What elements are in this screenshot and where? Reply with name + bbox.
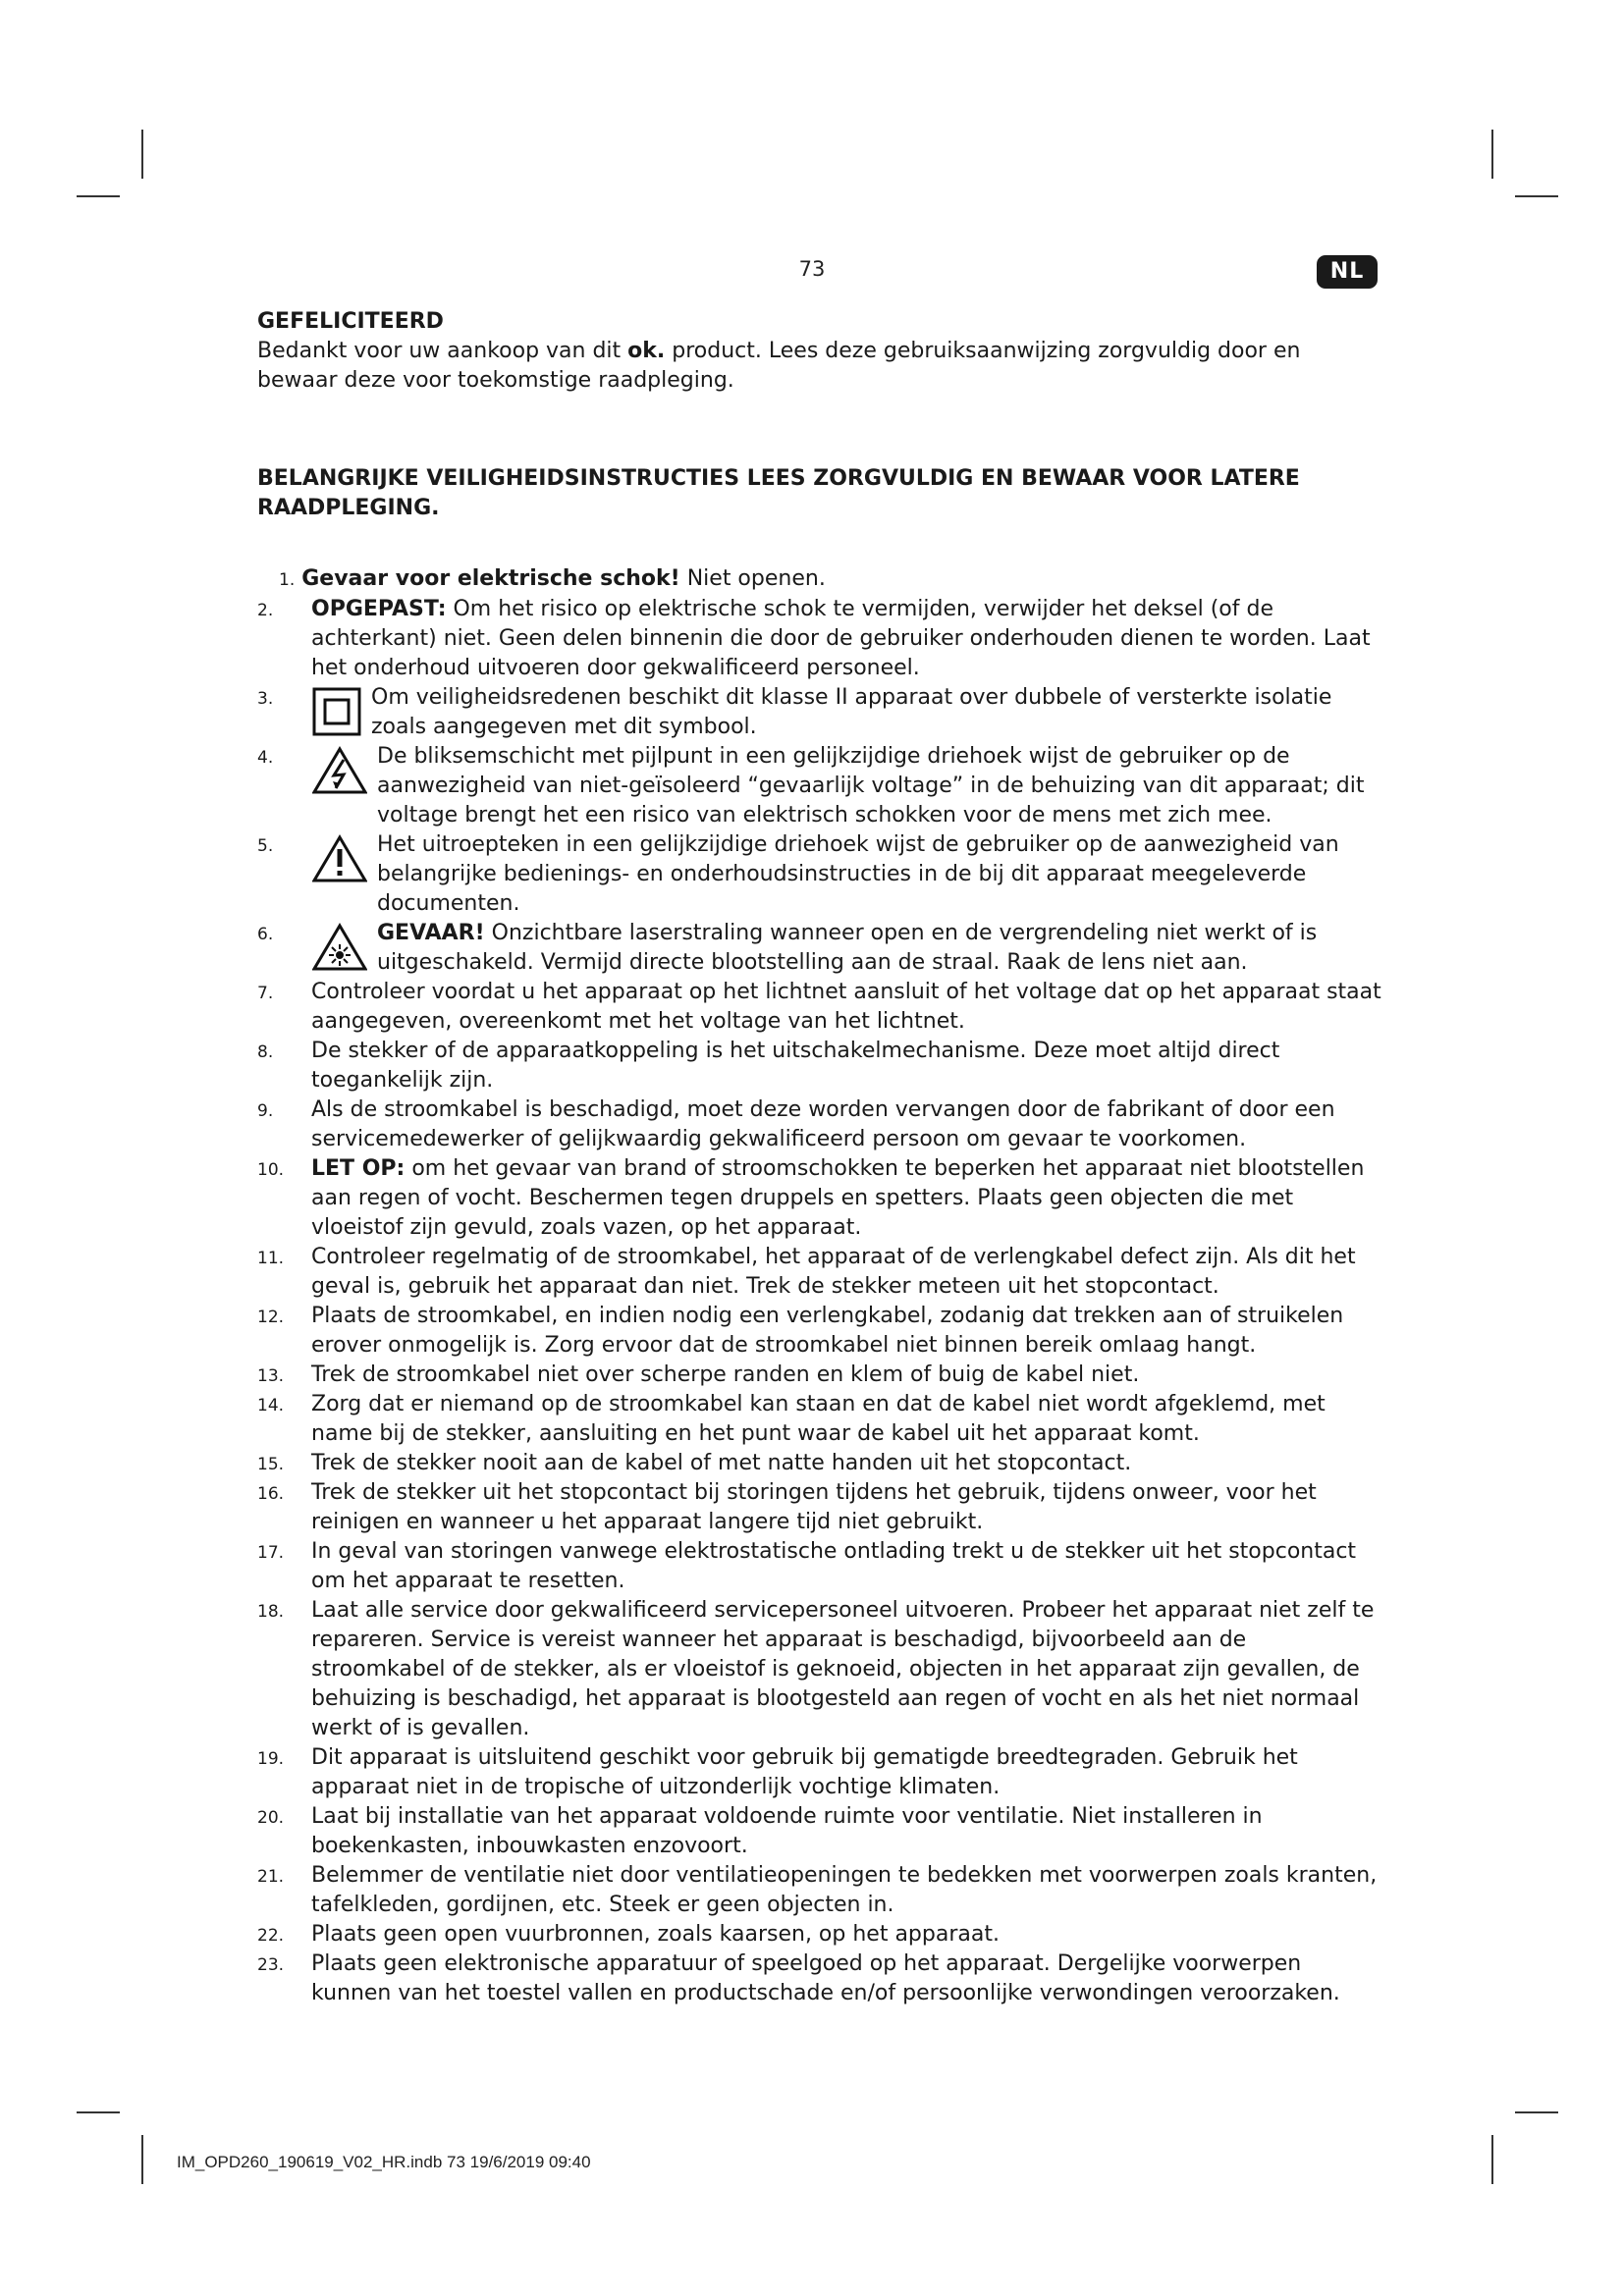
safety-heading: BELANGRIJKE VEILIGHEIDSINSTRUCTIES LEES ZORGVULDIG EN BEWAAR VOOR LATERE RAADPLEGING.: [257, 466, 1300, 520]
item-text: Trek de stekker uit het stopcontact bij storingen tijdens het gebruik, tijdens onweer, voor het reinigen en wanneer u het apparaat langere tijd niet gebruikt.: [311, 1480, 1317, 1534]
crop-mark: [141, 2135, 143, 2184]
lightning-warning-icon: [312, 746, 367, 795]
item-text: Niet openen.: [679, 566, 826, 591]
list-item: [257, 742, 1384, 830]
list-item: [257, 830, 1384, 919]
print-slug: IM_OPD260_190619_V02_HR.indb 73 19/6/2019 09:40: [177, 2153, 591, 2171]
item-text: In geval van storingen vanwege elektrostatische ontlading trekt u de stekker uit het stopcontact om het apparaat te resetten.: [311, 1539, 1357, 1593]
list-item: [257, 919, 1384, 978]
language-badge: NL: [1317, 255, 1378, 289]
crop-mark: [1515, 2111, 1558, 2113]
item-text: Belemmer de ventilatie niet door ventilatieopeningen te bedekken met voorwerpen zoals kranten, tafelkleden, gordijnen, etc. Steek er geen objecten in.: [311, 1863, 1378, 1917]
safety-list: [257, 564, 1384, 2008]
item-number: 14.: [257, 1396, 285, 1415]
double-insulation-icon: [312, 687, 361, 736]
item-number: 22.: [257, 1926, 285, 1946]
crop-mark: [77, 2111, 120, 2113]
item-number: 6.: [257, 925, 274, 944]
item-number: 5.: [257, 836, 274, 856]
item-text: Om veiligheidsredenen beschikt dit klasse II apparaat over dubbele of versterkte isolatie zoals aangegeven met dit symbool.: [371, 685, 1332, 739]
item-number: 13.: [257, 1366, 285, 1386]
item-number: 3.: [257, 689, 274, 709]
list-item: [257, 1478, 1384, 1537]
document-body: [257, 307, 1384, 2008]
item-text: om het gevaar van brand of stroomschokken te beperken het apparaat niet blootstellen aan regen of vocht. Beschermen tegen druppels en spetters. Plaats geen objecten die met vloeistof zijn gevuld, zoals vazen, op het apparaat.: [311, 1156, 1365, 1240]
list-item: [257, 1361, 1384, 1390]
page-number: 73: [798, 257, 826, 281]
intro-text: Bedankt voor uw aankoop van dit: [257, 339, 628, 363]
list-item: [257, 1302, 1384, 1361]
item-emphasis: OPGEPAST:: [311, 597, 447, 621]
list-item: [257, 1920, 1384, 1949]
item-text: Onzichtbare laserstraling wanneer open en de vergrendeling niet werkt of is uitgeschakeld. Vermijd directe blootstelling aan de straal. Raak de lens niet aan.: [377, 921, 1318, 975]
brand-name: ok.: [627, 339, 666, 363]
crop-mark: [1491, 2135, 1493, 2184]
list-item: [257, 1743, 1384, 1802]
item-text: Trek de stroomkabel niet over scherpe randen en klem of buig de kabel niet.: [311, 1362, 1140, 1387]
item-number: 8.: [257, 1042, 274, 1062]
item-text: Om het risico op elektrische schok te vermijden, verwijder het deksel (of de achterkant) niet. Geen delen binnenin die door de gebruiker onderhouden dienen te worden. Laat het onderhoud uitvoeren door gekwalificeerd personeel.: [311, 597, 1371, 680]
list-item: [257, 1390, 1384, 1449]
item-emphasis: LET OP:: [311, 1156, 406, 1181]
list-item: [257, 1243, 1384, 1302]
item-number: 20.: [257, 1808, 285, 1828]
list-item: [257, 1596, 1384, 1743]
crop-mark: [141, 130, 143, 179]
intro-text: product. Lees deze gebruiksaanwijzing zorgvuldig door en bewaar deze voor toekomstige raadpleging.: [257, 339, 1301, 393]
crop-mark: [77, 195, 120, 197]
item-number: 15.: [257, 1455, 285, 1474]
item-number: 11.: [257, 1249, 285, 1268]
laser-warning-icon: [312, 923, 367, 972]
item-number: 18.: [257, 1602, 285, 1622]
item-number: 2.: [257, 601, 274, 620]
item-text: Trek de stekker nooit aan de kabel of met natte handen uit het stopcontact.: [311, 1451, 1132, 1475]
list-item: [257, 1037, 1384, 1095]
item-text: Controleer regelmatig of de stroomkabel, het apparaat of de verlengkabel defect zijn. Als dit het geval is, gebruik het apparaat dan niet. Trek de stekker meteen uit het stopcontact.: [311, 1245, 1356, 1299]
item-text: Als de stroomkabel is beschadigd, moet deze worden vervangen door de fabrikant of door een servicemedewerker of gelijkwaardig gekwalificeerd persoon om gevaar te voorkomen.: [311, 1097, 1335, 1151]
item-text: Het uitroepteken in een gelijkzijdige driehoek wijst de gebruiker op de aanwezigheid van belangrijke bedienings- en onderhoudsinstructies in de bij dit apparaat meegeleverde documenten.: [377, 832, 1339, 916]
intro-heading: GEFELICITEERD: [257, 309, 444, 334]
item-text: Controleer voordat u het apparaat op het lichtnet aansluit of het voltage dat op het apparaat staat aangegeven, overeenkomt met het voltage van het lichtnet.: [311, 980, 1381, 1034]
item-text: Laat bij installatie van het apparaat voldoende ruimte voor ventilatie. Niet installeren in boekenkasten, inbouwkasten enzovoort.: [311, 1804, 1263, 1858]
item-number: 7.: [257, 984, 274, 1003]
list-item: [257, 1537, 1384, 1596]
item-number: 16.: [257, 1484, 285, 1504]
item-number: 9.: [257, 1101, 274, 1121]
list-item: [257, 1449, 1384, 1478]
list-item: [257, 1095, 1384, 1154]
crop-mark: [1515, 195, 1558, 197]
list-item: [257, 1861, 1384, 1920]
list-item: [257, 1949, 1384, 2008]
list-item: [257, 595, 1384, 683]
item-number: 17.: [257, 1543, 285, 1563]
item-text: Plaats geen open vuurbronnen, zoals kaarsen, op het apparaat.: [311, 1922, 1000, 1947]
list-item: [257, 1802, 1384, 1861]
item-number: 21.: [257, 1867, 285, 1887]
item-text: Dit apparaat is uitsluitend geschikt voor gebruik bij gematigde breedtegraden. Gebruik het apparaat niet in de tropische of uitzonderlijk vochtige klimaten.: [311, 1745, 1298, 1799]
item-number: 23.: [257, 1955, 285, 1975]
item-number: 10.: [257, 1160, 285, 1180]
crop-mark: [1491, 130, 1493, 179]
item-number: 12.: [257, 1308, 285, 1327]
item-number: 1.: [279, 570, 296, 590]
item-emphasis: GEVAAR!: [377, 921, 485, 945]
item-emphasis: Gevaar voor elektrische schok!: [301, 566, 680, 591]
item-text: De bliksemschicht met pijlpunt in een gelijkzijdige driehoek wijst de gebruiker op de aanwezigheid van niet-geïsoleerd “gevaarlijk voltage” in de behuizing van dit apparaat; dit voltage brengt het een risico van elektrisch schokken voor de mens met zich mee.: [377, 744, 1365, 828]
item-text: De stekker of de apparaatkoppeling is het uitschakelmechanisme. Deze moet altijd direct toegankelijk zijn.: [311, 1039, 1280, 1093]
list-item: [257, 978, 1384, 1037]
item-text: Laat alle service door gekwalificeerd servicepersoneel uitvoeren. Probeer het apparaat niet zelf te repareren. Service is vereist wanneer het apparaat is beschadigd, bijvoorbeeld aan de stroomkabel of de stekker, als er vloeistof is geknoeid, objecten in het apparaat zijn gevallen, de behuizing is beschadigd, het apparaat is blootgesteld aan regen of vocht en als het niet normaal werkt of is gevallen.: [311, 1598, 1375, 1740]
item-number: 19.: [257, 1749, 285, 1769]
exclamation-warning-icon: [312, 834, 367, 883]
item-text: Plaats de stroomkabel, en indien nodig een verlengkabel, zodanig dat trekken aan of struikelen erover onmogelijk is. Zorg ervoor dat de stroomkabel niet binnen bereik omlaag hangt.: [311, 1304, 1344, 1358]
item-number: 4.: [257, 748, 274, 768]
list-item: [257, 1154, 1384, 1243]
item-text: Plaats geen elektronische apparatuur of speelgoed op het apparaat. Dergelijke voorwerpen kunnen van het toestel vallen en productschade en/of persoonlijke verwondingen veroorzaken.: [311, 1951, 1340, 2005]
list-item: [257, 683, 1384, 742]
intro-paragraph: [257, 337, 1384, 396]
list-item: [257, 564, 1384, 595]
item-text: Zorg dat er niemand op de stroomkabel kan staan en dat de kabel niet wordt afgeklemd, met name bij de stekker, aansluiting en het punt waar de kabel uit het apparaat komt.: [311, 1392, 1326, 1446]
